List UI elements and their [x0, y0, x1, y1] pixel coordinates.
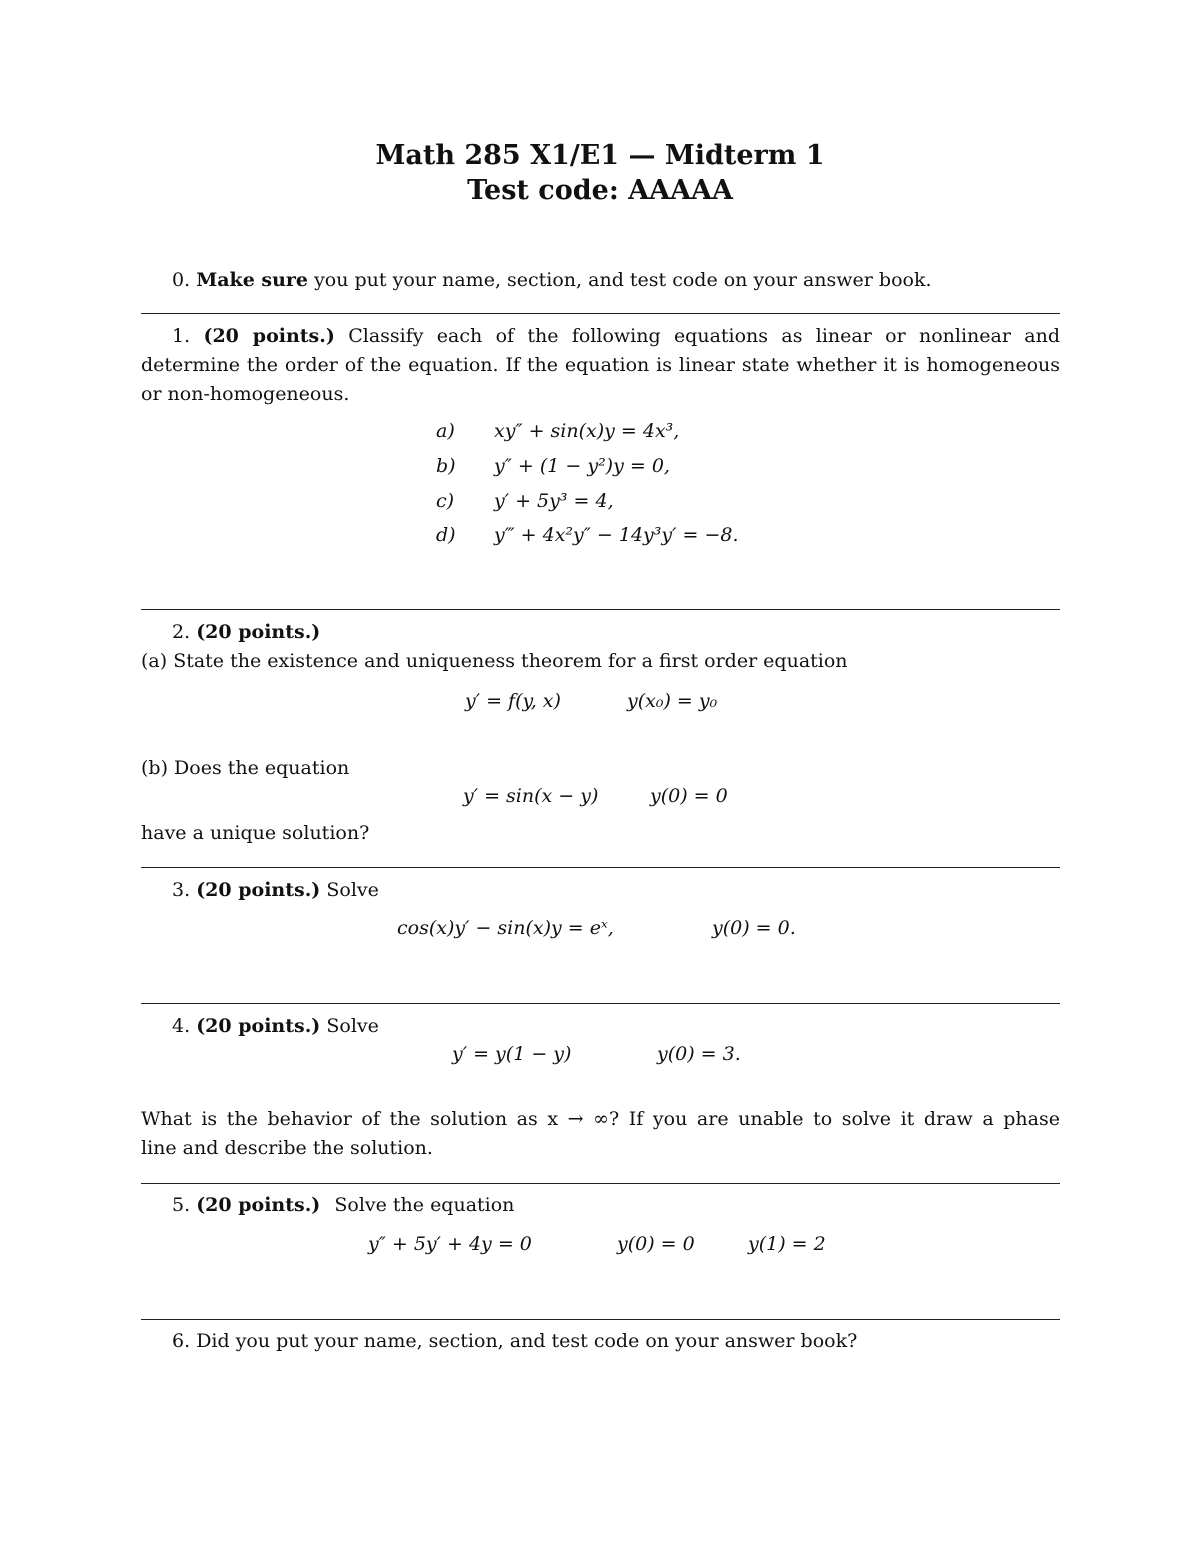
- points-label: (20 points.): [196, 879, 321, 901]
- equation-3-ode: cos(x)y′ − sin(x)y = eˣ,: [397, 917, 614, 939]
- equation-3-initial: y(0) = 0.: [712, 917, 796, 939]
- equation-2a-ode: y′ = f(y, x): [465, 690, 561, 712]
- question-4-heading: [172, 1012, 379, 1041]
- item-label-d: d): [436, 524, 456, 546]
- question-1: [141, 322, 1060, 409]
- question-text: Did you put your name, section, and test code on your answer book?: [196, 1330, 858, 1352]
- points-label: (20 points.): [196, 621, 321, 643]
- question-text: Solve: [326, 1015, 379, 1037]
- question-number: 6.: [172, 1330, 191, 1352]
- equation-4-ode: y′ = y(1 − y): [452, 1043, 572, 1065]
- test-code: Test code: AAAAA: [467, 175, 733, 206]
- question-3-heading: [172, 876, 379, 905]
- question-4-followup-line-2: line and describe the solution.: [141, 1137, 433, 1159]
- question-text: Classify each of the following equations as linear or nonlinear and: [348, 325, 1060, 347]
- question-text: Solve the equation: [334, 1194, 515, 1216]
- question-0: [172, 266, 932, 295]
- divider: [141, 609, 1060, 610]
- equation-2b-ode: y′ = sin(x − y): [463, 785, 599, 807]
- question-text: Solve: [326, 879, 379, 901]
- question-4-followup: [141, 1105, 1060, 1163]
- question-5-heading: [172, 1191, 514, 1220]
- equation-5-initial-2: y(1) = 2: [748, 1233, 826, 1255]
- divider: [141, 1319, 1060, 1320]
- question-2-part-a: (a) State the existence and uniqueness theorem for a first order equation: [141, 650, 848, 672]
- divider: [141, 313, 1060, 314]
- emphasis-make-sure: Make sure: [196, 269, 309, 291]
- question-2-part-b-end: have a unique solution?: [141, 822, 370, 844]
- equation-b: y″ + (1 − y²)y = 0,: [494, 455, 670, 477]
- question-2-heading: [172, 618, 320, 647]
- question-number: 2.: [172, 621, 191, 643]
- question-text: you put your name, section, and test code on your answer book.: [314, 269, 932, 291]
- points-label: (20 points.): [196, 1194, 321, 1216]
- question-1-line-2: determine the order of the equation. If the equation is linear state whether it is homogeneous: [141, 354, 1060, 376]
- question-number: 0.: [172, 269, 191, 291]
- equation-d: y‴ + 4x²y″ − 14y³y′ = −8.: [494, 524, 739, 546]
- question-number: 5.: [172, 1194, 191, 1216]
- question-1-line-3: or non-homogeneous.: [141, 383, 350, 405]
- item-label-b: b): [436, 455, 456, 477]
- points-label: (20 points.): [196, 1015, 321, 1037]
- equation-5-ode: y″ + 5y′ + 4y = 0: [368, 1233, 532, 1255]
- question-2-part-b: (b) Does the equation: [141, 757, 350, 779]
- divider: [141, 1003, 1060, 1004]
- question-1-line-1: [141, 322, 1060, 351]
- equation-4-initial: y(0) = 3.: [657, 1043, 741, 1065]
- divider: [141, 867, 1060, 868]
- points-label: (20 points.): [203, 325, 335, 347]
- question-6: [172, 1327, 857, 1356]
- question-4-followup-line-1: What is the behavior of the solution as x → ∞? If you are unable to solve it draw a phase: [141, 1108, 1060, 1130]
- divider: [141, 1183, 1060, 1184]
- equation-2b-initial: y(0) = 0: [650, 785, 728, 807]
- question-number: 4.: [172, 1015, 191, 1037]
- exam-title: Math 285 X1/E1 — Midterm 1: [375, 140, 825, 171]
- equation-2a-initial: y(x₀) = y₀: [627, 690, 718, 712]
- item-label-c: c): [436, 490, 455, 512]
- equation-5-initial-1: y(0) = 0: [617, 1233, 695, 1255]
- equation-c: y′ + 5y³ = 4,: [494, 490, 614, 512]
- question-number: 1.: [172, 325, 191, 347]
- item-label-a: a): [436, 420, 455, 442]
- equation-a: xy″ + sin(x)y = 4x³,: [494, 420, 680, 442]
- question-number: 3.: [172, 879, 191, 901]
